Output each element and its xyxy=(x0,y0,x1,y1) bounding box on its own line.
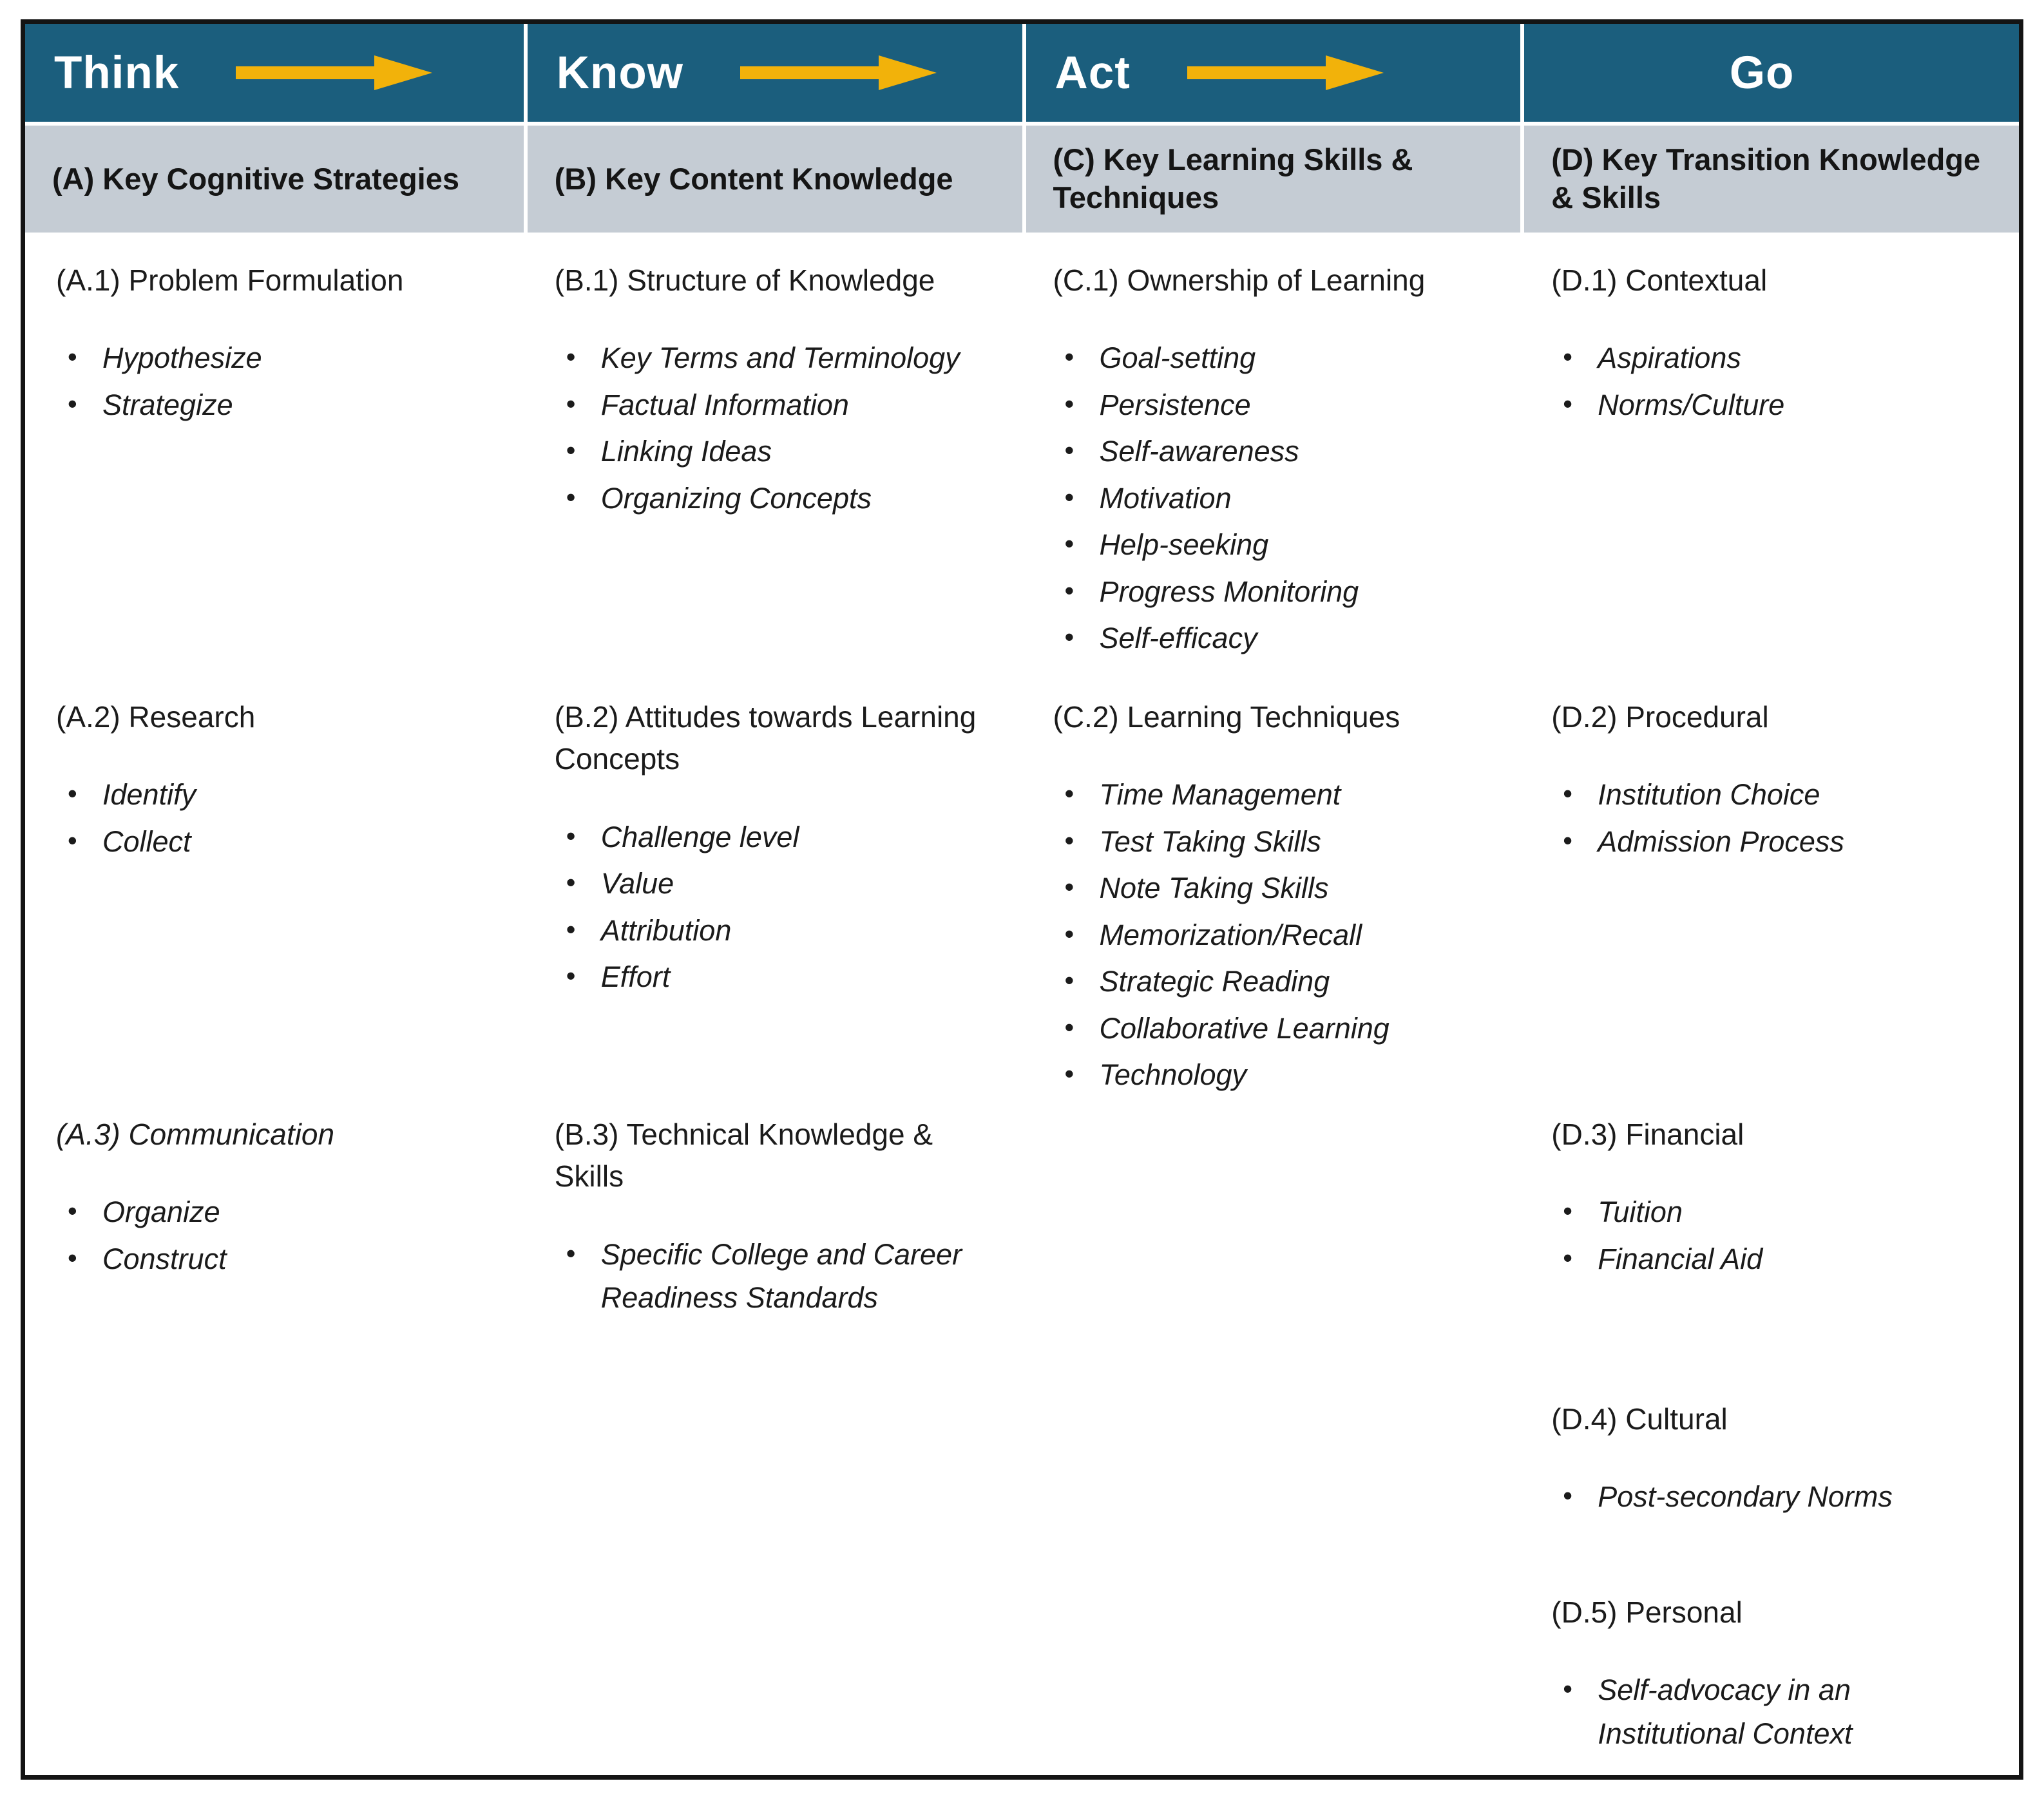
bullet-item: • Value xyxy=(555,862,991,906)
bullet-item: • Key Terms and Terminology xyxy=(555,336,991,380)
section-title: (A.3) Communication xyxy=(56,1118,335,1151)
framework-grid xyxy=(25,24,2019,1775)
arrow-right-icon xyxy=(740,55,937,90)
bullet-list xyxy=(555,336,991,520)
bullet-item: • Time Management xyxy=(1053,773,1490,817)
section-c2-learning-techniques xyxy=(1022,669,1521,1092)
bullet-item: • Organizing Concepts xyxy=(555,477,991,520)
column-header-label: Go xyxy=(1729,47,1795,99)
bullet-list xyxy=(1053,336,1490,660)
column-header-act xyxy=(1022,24,1521,122)
bullet-item: • Self-advocacy in an Institutional Context xyxy=(1551,1668,1988,1755)
section-b3-technical-knowledge-skills xyxy=(524,1087,1022,1371)
section-title: (D.5) Personal xyxy=(1551,1595,1743,1629)
section-d5-personal xyxy=(1520,1565,2019,1775)
bullet-list xyxy=(555,815,991,999)
section-title: (D.3) Financial xyxy=(1551,1118,1744,1151)
subheader-key-content-knowledge: (B) Key Content Knowledge xyxy=(524,122,1022,233)
section-title: (A.2) Research xyxy=(56,700,256,734)
section-title: (D.1) Contextual xyxy=(1551,263,1768,297)
column-header-label: Act xyxy=(1055,47,1131,99)
column-header-go xyxy=(1520,24,2019,122)
section-a2-research xyxy=(25,669,524,1087)
bullet-item: • Self-efficacy xyxy=(1053,616,1490,660)
column-header-label: Think xyxy=(54,47,180,99)
bullet-list xyxy=(56,1190,493,1280)
section-a1-problem-formulation xyxy=(25,233,524,669)
section-title: (D.2) Procedural xyxy=(1551,700,1769,734)
bullet-item: • Effort xyxy=(555,955,991,999)
section-title: (B.1) Structure of Knowledge xyxy=(554,263,935,297)
bullet-list xyxy=(1551,336,1988,426)
section-d4-cultural xyxy=(1520,1371,2019,1565)
arrow-right-icon xyxy=(1187,55,1384,90)
subheader-key-cognitive-strategies: (A) Key Cognitive Strategies xyxy=(25,122,524,233)
subheader-key-transition-knowledge: (D) Key Transition Knowledge & Skills xyxy=(1520,122,2019,233)
column-header-label: Know xyxy=(556,47,683,99)
bullet-item: • Strategize xyxy=(56,383,493,427)
bullet-item: • Collaborative Learning xyxy=(1053,1007,1490,1051)
bullet-item: • Admission Process xyxy=(1551,820,1988,864)
bullet-list xyxy=(1551,1668,1988,1755)
bullet-list xyxy=(1551,1475,1988,1519)
bullet-item: • Goal-setting xyxy=(1053,336,1490,380)
section-title: (C.2) Learning Techniques xyxy=(1053,700,1400,734)
subheader-key-learning-skills: (C) Key Learning Skills & Techniques xyxy=(1022,122,1521,233)
column-header-think xyxy=(25,24,524,122)
section-d2-procedural xyxy=(1520,669,2019,1087)
section-d3-financial xyxy=(1520,1087,2019,1371)
framework-table xyxy=(21,19,2023,1780)
bullet-item: • Collect xyxy=(56,820,493,864)
bullet-list xyxy=(1551,1190,1988,1280)
column-header-know xyxy=(524,24,1022,122)
bullet-item: • Strategic Reading xyxy=(1053,960,1490,1004)
section-title: (B.2) Attitudes towards Learning Concepts xyxy=(554,700,977,776)
bullet-list xyxy=(1053,773,1490,1097)
bullet-item: • Help-seeking xyxy=(1053,523,1490,567)
bullet-item: • Progress Monitoring xyxy=(1053,570,1490,614)
bullet-item: • Test Taking Skills xyxy=(1053,820,1490,864)
bullet-item: • Challenge level xyxy=(555,815,991,859)
bullet-item: • Factual Information xyxy=(555,383,991,427)
bullet-item: • Institution Choice xyxy=(1551,773,1988,817)
section-a3-communication xyxy=(25,1087,524,1371)
bullet-item: • Linking Ideas xyxy=(555,430,991,473)
bullet-item: • Note Taking Skills xyxy=(1053,866,1490,910)
bullet-item: • Motivation xyxy=(1053,477,1490,520)
section-b2-attitudes-towards-learning xyxy=(524,669,1022,1087)
bullet-item: • Hypothesize xyxy=(56,336,493,380)
section-title: (A.1) Problem Formulation xyxy=(56,263,404,297)
bullet-item: • Self-awareness xyxy=(1053,430,1490,473)
bullet-list xyxy=(56,336,493,426)
bullet-item: • Attribution xyxy=(555,909,991,953)
bullet-item: • Persistence xyxy=(1053,383,1490,427)
bullet-item: • Technology xyxy=(1053,1053,1490,1097)
bullet-list xyxy=(555,1233,991,1320)
bullet-item: • Memorization/Recall xyxy=(1053,913,1490,957)
bullet-item: • Tuition xyxy=(1551,1190,1988,1234)
arrow-right-icon xyxy=(236,55,432,90)
bullet-item: • Financial Aid xyxy=(1551,1237,1988,1281)
bullet-item: • Organize xyxy=(56,1190,493,1234)
section-b1-structure-of-knowledge xyxy=(524,233,1022,669)
section-d1-contextual xyxy=(1520,233,2019,669)
bullet-item: • Identify xyxy=(56,773,493,817)
section-title: (D.4) Cultural xyxy=(1551,1402,1728,1436)
section-c1-ownership-of-learning xyxy=(1022,233,1521,669)
section-title: (C.1) Ownership of Learning xyxy=(1053,263,1426,297)
bullet-item: • Norms/Culture xyxy=(1551,383,1988,427)
section-title: (B.3) Technical Knowledge & Skills xyxy=(554,1118,933,1194)
bullet-list xyxy=(1551,773,1988,863)
bullet-list xyxy=(56,773,493,863)
bullet-item: • Aspirations xyxy=(1551,336,1988,380)
bullet-item: • Specific College and Career Readiness Standards xyxy=(555,1233,991,1320)
bullet-item: • Construct xyxy=(56,1237,493,1281)
bullet-item: • Post-secondary Norms xyxy=(1551,1475,1988,1519)
